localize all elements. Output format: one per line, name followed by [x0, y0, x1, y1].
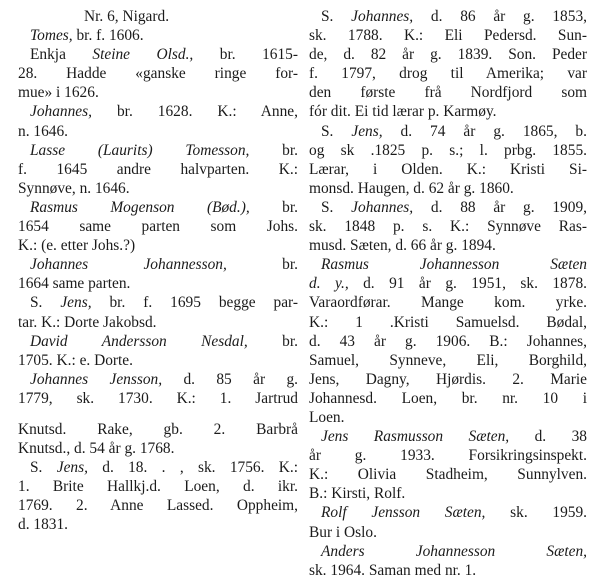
register-entry — [18, 332, 298, 370]
entry-line — [18, 122, 298, 141]
paragraph-gap — [18, 408, 298, 420]
entry-text: S. — [321, 122, 352, 140]
entry-text: br. — [249, 198, 298, 216]
register-entry — [18, 255, 298, 293]
name-text: Steine Olsd., — [92, 46, 194, 64]
entry-text: S. — [321, 8, 352, 25]
entry-line — [18, 515, 298, 534]
entry-text: br. f. 1606. — [72, 27, 144, 45]
name-text: Johannes Jensson, — [30, 370, 163, 388]
entry-line — [18, 141, 298, 160]
register-entry — [309, 503, 587, 541]
entry-line — [309, 293, 587, 312]
entry-text: K.: Olivia Stadheim, Sunnylven. — [309, 466, 587, 484]
entry-line — [18, 255, 298, 274]
entry-text: br. f. 1695 begge par- — [91, 294, 298, 312]
entry-line — [309, 236, 587, 255]
entry-line — [18, 389, 298, 408]
name-text: Johannes, — [30, 103, 92, 121]
name-text: Johannes Johannesson, — [30, 256, 227, 274]
name-text: Jens, — [60, 294, 92, 312]
entry-line — [18, 45, 298, 64]
entry-text: d. 18. . , sk. 1756. K.: — [87, 459, 299, 477]
right-column-entries — [309, 7, 587, 580]
register-entry — [18, 370, 298, 408]
entry-text: og sk .1825 p. s.; l. prbg. 1855. — [309, 141, 587, 159]
entry-line — [309, 83, 587, 102]
entry-line — [309, 561, 587, 580]
entry-line — [18, 236, 298, 255]
entry-text: sk. 1788. K.: Eli Pedersd. Sun- — [309, 27, 587, 45]
register-entry — [309, 7, 587, 122]
entry-line — [309, 332, 587, 351]
name-text: Anders Johannesson Sæten, — [321, 542, 587, 560]
name-text: Johannes, — [351, 8, 414, 25]
entry-line — [18, 351, 298, 370]
entry-text: S. — [321, 198, 352, 216]
entry-text: 1. Brite Hallkj.d. Loen, d. ikr. — [18, 478, 298, 496]
entry-line — [309, 446, 587, 465]
register-entry — [309, 255, 587, 427]
entry-line — [18, 198, 298, 217]
entry-text: br. — [249, 141, 298, 159]
entry-text: f. 1797, drog til Amerika; var — [309, 65, 587, 83]
entry-text: d. 88 år g. 1909, — [413, 198, 587, 216]
entry-text: S. — [30, 459, 57, 477]
name-text: Tomes, — [30, 27, 73, 45]
name-text: d. y., — [309, 275, 349, 293]
entry-text: monsd. Haugen, d. 62 år g. 1860. — [309, 179, 514, 197]
entry-line — [309, 389, 587, 408]
name-text: Jens Rasmusson Sæten, — [321, 428, 510, 446]
entry-line — [18, 420, 298, 439]
entry-line — [309, 64, 587, 83]
entry-line — [309, 102, 587, 121]
entry-text: Lærar, i Olden. K.: Kristi Si- — [309, 160, 587, 178]
entry-line — [309, 160, 587, 179]
entry-text: Samuel, Synneve, Eli, Borghild, — [309, 351, 587, 369]
right-column — [309, 7, 587, 580]
entry-text: K.: (e. etter Johs.?) — [18, 237, 136, 255]
entry-line — [18, 439, 298, 458]
entry-text: d. 38 — [509, 428, 587, 446]
entry-line — [18, 179, 298, 198]
entry-line — [18, 160, 298, 179]
name-text: Rolf Jensson Sæten, — [321, 504, 486, 522]
entry-text: 1779, sk. 1730. K.: 1. Jartrud — [18, 389, 298, 407]
entry-text: 1705. K.: e. Dorte. — [18, 351, 133, 369]
entry-line — [309, 45, 587, 64]
entry-text: n. 1646. — [18, 122, 69, 140]
entry-text: 1654 same parten som Johs. — [18, 218, 298, 236]
entry-line — [18, 458, 298, 477]
entry-text: Jens, Dagny, Hjørdis. 2. Marie — [309, 370, 587, 388]
entry-text: d. 43 år g. 1906. B.: Johannes, — [309, 332, 587, 350]
entry-text: Bur i Oslo. — [309, 523, 377, 541]
left-column-entries — [18, 26, 298, 534]
entry-text: Knutsd. Rake, gb. 2. Barbrå — [18, 420, 298, 438]
entry-text: d. 85 år g. — [162, 370, 298, 388]
entry-line — [18, 274, 298, 293]
entry-text: Varaordførar. Mange kom. yrke. — [309, 294, 587, 312]
entry-text: sk. 1964. Saman med nr. 1. — [309, 561, 477, 579]
entry-line — [309, 198, 587, 217]
entry-line — [309, 370, 587, 389]
entry-text: sk. 1959. — [485, 504, 588, 522]
entry-text: d. 1831. — [18, 516, 69, 534]
register-entry — [18, 458, 298, 534]
entry-text: år g. 1933. Forsikringsinspekt. — [309, 447, 587, 465]
entry-line — [309, 141, 587, 160]
entry-line — [309, 274, 587, 293]
register-entry — [18, 293, 298, 331]
entry-text: mue» i 1626. — [18, 84, 99, 102]
entry-line — [18, 313, 298, 332]
entry-text: br. 1628. K.: Anne, — [91, 103, 298, 121]
entry-text: d. 86 år g. 1853, — [413, 8, 587, 25]
page-heading: Nr. 6, Nigard. — [84, 8, 170, 25]
register-entry — [18, 420, 298, 458]
entry-text: Enkja — [30, 46, 93, 64]
entry-text: d. 91 år g. 1951, sk. 1878. — [348, 275, 587, 293]
entry-line — [18, 217, 298, 236]
entry-line — [309, 122, 587, 141]
register-entry — [309, 542, 587, 580]
register-entry — [309, 427, 587, 503]
entry-line — [309, 217, 587, 236]
entry-line — [309, 484, 587, 503]
entry-text: br. 1615- — [193, 46, 298, 64]
entry-text: Synnøve, n. 1646. — [18, 179, 130, 197]
entry-line — [18, 293, 298, 312]
entry-line — [309, 465, 587, 484]
entry-line — [18, 332, 298, 351]
entry-line — [309, 427, 587, 446]
entry-line — [309, 7, 587, 26]
entry-line — [18, 26, 298, 45]
entry-line — [309, 313, 587, 332]
entry-text: sk. 1848 p. s. K.: Synnøve Ras- — [309, 218, 587, 236]
entry-line — [18, 102, 298, 121]
entry-text: br. — [226, 256, 298, 274]
name-text: David Andersson Nesdal, — [30, 332, 248, 350]
register-entry — [18, 141, 298, 198]
entry-text: d. 74 år g. 1865, b. — [382, 122, 587, 140]
entry-text: B.: Kirsti, Rolf. — [309, 485, 406, 503]
register-entry — [309, 122, 587, 198]
name-text: Rasmus Johannesson Sæten — [321, 256, 587, 274]
entry-text: tar. K.: Dorte Jakobsd. — [18, 313, 157, 331]
entry-text: br. — [247, 332, 298, 350]
entry-text: 28. Hadde «ganske ringe for- — [18, 65, 298, 83]
register-entry — [18, 45, 298, 102]
entry-line — [18, 477, 298, 496]
entry-line — [309, 408, 587, 427]
entry-text: de, d. 82 år g. 1839. Son. Peder — [309, 46, 587, 64]
entry-line — [309, 542, 587, 561]
entry-line — [309, 351, 587, 370]
name-text: Lasse (Laurits) Tomesson, — [30, 141, 250, 159]
entry-text: fór dit. Ei tid lærar p. Karmøy. — [309, 103, 497, 121]
entry-text: K.: 1 .Kristi Samuelsd. Bødal, — [309, 313, 587, 331]
entry-text: Loen. — [309, 408, 345, 426]
name-text: Rasmus Mogenson (Bød.), — [30, 198, 250, 216]
entry-text: f. 1645 andre halvparten. K.: — [18, 160, 298, 178]
entry-text: musd. Sæten, d. 66 år g. 1894. — [309, 237, 496, 255]
entry-line — [309, 26, 587, 45]
register-entry — [18, 198, 298, 255]
entry-line — [18, 370, 298, 389]
entry-text: Knutsd., d. 54 år g. 1768. — [18, 440, 175, 458]
entry-text: 1664 same parten. — [18, 275, 131, 293]
entry-text: Johannesd. Loen, br. nr. 10 i — [309, 389, 587, 407]
entry-text: 1769. 2. Anne Lassed. Oppheim, — [18, 497, 298, 515]
left-column — [18, 7, 298, 535]
entry-line — [18, 83, 298, 102]
entry-line — [309, 255, 587, 274]
register-entry — [18, 102, 298, 140]
name-text: Jens, — [56, 459, 88, 477]
entry-line — [309, 503, 587, 522]
entry-text: S. — [30, 294, 61, 312]
register-entry — [309, 198, 587, 255]
entry-line — [309, 179, 587, 198]
entry-text: den første frå Nordfjord som — [309, 84, 587, 102]
entry-line — [18, 64, 298, 83]
name-text: Johannes, — [351, 198, 414, 216]
entry-line — [309, 523, 587, 542]
register-entry — [18, 26, 298, 45]
name-text: Jens, — [351, 122, 383, 140]
entry-line — [18, 496, 298, 515]
